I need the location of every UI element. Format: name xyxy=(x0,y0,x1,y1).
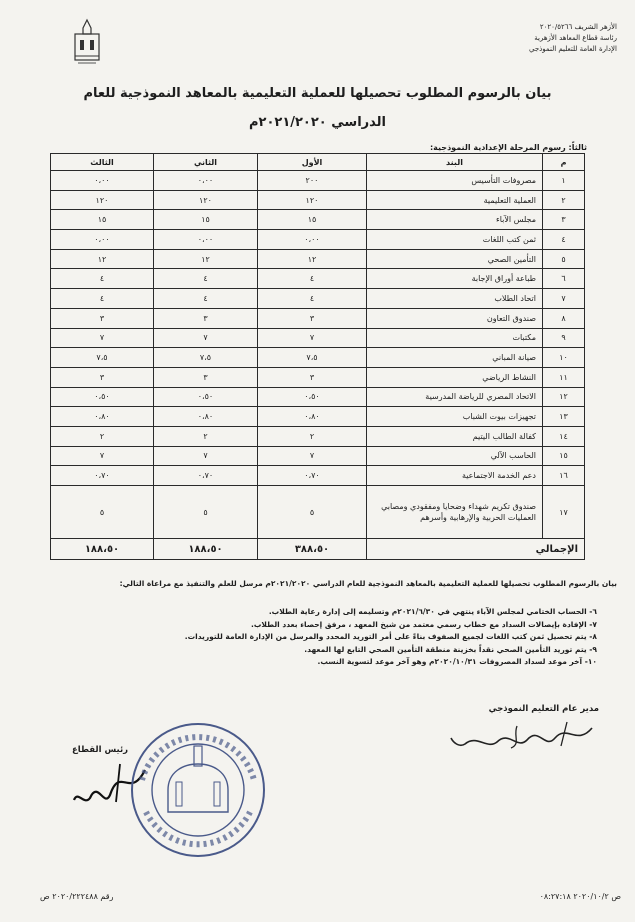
item-cell: العملية التعليمية xyxy=(367,190,543,210)
index-cell: ١٢ xyxy=(543,387,585,407)
section-label: ثالثاً: رسوم المرحلة الإعدادية النموذجية: xyxy=(429,143,587,152)
letterhead-line1: الأزهر الشريف ٢٠٢٠/٥٢٦٦ xyxy=(539,23,617,31)
fee-cell: ٥ xyxy=(154,486,258,539)
azhar-seal-stamp-icon xyxy=(128,720,268,860)
item-cell: الاتحاد المصري للرياضة المدرسية xyxy=(367,387,543,407)
total-cell: ١٨٨،٥٠ xyxy=(154,539,258,560)
table-row xyxy=(51,426,585,446)
fee-cell: ٠،٨٠ xyxy=(51,407,154,427)
fee-cell: ٠،٥٠ xyxy=(51,387,154,407)
notes-list xyxy=(37,606,597,669)
fee-cell: ١٥ xyxy=(51,210,154,230)
table-row xyxy=(51,210,585,230)
azhar-logo-icon xyxy=(72,18,102,66)
table-row xyxy=(51,328,585,348)
item-cell: صيانة المباني xyxy=(367,348,543,368)
fee-cell: ٥ xyxy=(51,486,154,539)
fee-cell: ٤ xyxy=(258,289,367,309)
header-cell: الثاني xyxy=(154,154,258,171)
table-row xyxy=(51,486,585,539)
document-title-year: الدراسي ٢٠٢١/٢٠٢٠م xyxy=(248,115,386,130)
fee-cell: ٠،٧٠ xyxy=(154,466,258,486)
index-cell: ١٦ xyxy=(543,466,585,486)
fee-cell: ١٢٠ xyxy=(154,190,258,210)
index-cell: ٥ xyxy=(543,249,585,269)
index-cell: ٩ xyxy=(543,328,585,348)
index-cell: ١١ xyxy=(543,367,585,387)
fee-cell: ٠،٥٠ xyxy=(154,387,258,407)
fee-cell: ١٢ xyxy=(154,249,258,269)
item-cell: تجهيزات بيوت الشباب xyxy=(367,407,543,427)
letterhead xyxy=(529,22,617,55)
fee-cell: ٣ xyxy=(258,308,367,328)
header-cell: الأول xyxy=(258,154,367,171)
item-cell: الحاسب الآلي xyxy=(367,446,543,466)
fee-cell: ٧،٥ xyxy=(154,348,258,368)
fee-cell: ٠،٧٠ xyxy=(51,466,154,486)
table-row xyxy=(51,289,585,309)
footer-date: ص ٢٠٢٠/١٠/٢ ٠٨:٢٧:١٨ xyxy=(539,892,621,901)
fee-cell: ٠،٠٠ xyxy=(51,171,154,191)
fee-cell: ١٢٠ xyxy=(258,190,367,210)
fee-cell: ٤ xyxy=(51,269,154,289)
table-row xyxy=(51,171,585,191)
item-cell: اتحاد الطلاب xyxy=(367,289,543,309)
item-cell: صندوق تكريم شهداء وضحايا ومفقودي ومصابي العمليات الحربية والإرهابية وأسرهم xyxy=(367,486,543,539)
index-cell: ١٣ xyxy=(543,407,585,427)
table-row xyxy=(51,308,585,328)
table-row xyxy=(51,249,585,269)
fee-cell: ٤ xyxy=(154,289,258,309)
fee-cell: ٧ xyxy=(154,446,258,466)
document-title: بيان بالرسوم المطلوب تحصيلها للعملية التعليمية بالمعاهد النموذجية للعام xyxy=(83,86,552,101)
item-cell: طباعة أوراق الإجابة xyxy=(367,269,543,289)
fee-cell: ١٢٠ xyxy=(51,190,154,210)
note-item: ٨- يتم تحصيل ثمن كتب اللغات لجميع الصفوف بناءً على أمر التوريد المحدد والمرسل من الإدارة العامة للتوريدات. xyxy=(184,632,597,642)
note-item: ١٠- آخر موعد لسداد المصروفات ٢٠٢٠/١٠/٣١م وهو آخر موعد لتسوية النسب. xyxy=(317,657,597,667)
fee-cell: ١٥ xyxy=(258,210,367,230)
table-row xyxy=(51,269,585,289)
item-cell: ثمن كتب اللغات xyxy=(367,230,543,250)
fee-cell: ٣ xyxy=(154,367,258,387)
index-cell: ١ xyxy=(543,171,585,191)
fee-cell: ٠،٥٠ xyxy=(258,387,367,407)
item-cell: النشاط الرياضي xyxy=(367,367,543,387)
note-item: ٦- الحساب الختامي لمجلس الآباء ينتهي في ٢٠٢١/٦/٣٠م وتسليمه إلى إدارة رعاية الطلاب. xyxy=(268,607,597,616)
index-cell: ١٥ xyxy=(543,446,585,466)
fee-cell: ٧،٥ xyxy=(51,348,154,368)
table-total-row xyxy=(51,539,585,560)
item-cell: دعم الخدمة الاجتماعية xyxy=(367,466,543,486)
table-row xyxy=(51,230,585,250)
header-cell: البند xyxy=(367,154,543,171)
total-cell: ٣٨٨،٥٠ xyxy=(258,539,367,560)
index-cell: ٨ xyxy=(543,308,585,328)
fee-cell: ٤ xyxy=(51,289,154,309)
letterhead-line2: رئاسة قطاع المعاهد الأزهرية xyxy=(534,34,617,42)
index-cell: ٦ xyxy=(543,269,585,289)
total-label: الإجمالي xyxy=(367,539,585,560)
fees-table xyxy=(50,153,585,560)
table-row xyxy=(51,407,585,427)
total-cell: ١٨٨،٥٠ xyxy=(51,539,154,560)
fee-cell: ٣ xyxy=(258,367,367,387)
fee-cell: ٧ xyxy=(51,446,154,466)
item-cell: كفالة الطالب اليتيم xyxy=(367,426,543,446)
general-manager-title: مدير عام التعليم النموذجي xyxy=(488,704,599,714)
fee-cell: ٧ xyxy=(154,328,258,348)
table-row xyxy=(51,367,585,387)
note-item: ٧- الإفادة بإيصالات السداد مع خطاب رسمي معتمد من شيخ المعهد ، مرفق إحصاء بعدد الطلاب. xyxy=(250,619,597,629)
header-cell: م xyxy=(543,154,585,171)
fee-cell: ٠،٠٠ xyxy=(154,171,258,191)
table-row xyxy=(51,190,585,210)
fee-cell: ٣ xyxy=(51,367,154,387)
fee-cell: ٤ xyxy=(154,269,258,289)
item-cell: التأمين الصحي xyxy=(367,249,543,269)
fee-cell: ٥ xyxy=(258,486,367,539)
note-item: ٩- يتم توريد التأمين الصحي نقداً بخزينة منطقة التأمين الصحي التابع لها المعهد. xyxy=(304,644,597,654)
fee-cell: ٠،٨٠ xyxy=(154,407,258,427)
item-cell: مكتبات xyxy=(367,328,543,348)
item-cell: صندوق التعاون xyxy=(367,308,543,328)
fee-cell: ٢٠٠ xyxy=(258,171,367,191)
fee-cell: ٧ xyxy=(258,446,367,466)
table-row xyxy=(51,387,585,407)
fee-cell: ٢ xyxy=(51,426,154,446)
fee-cell: ٢ xyxy=(154,426,258,446)
general-manager-signature xyxy=(447,716,597,756)
header-cell: الثالث xyxy=(51,154,154,171)
letterhead-line3: الإدارة العامة للتعليم النموذجي xyxy=(529,45,617,53)
fee-cell: ٧ xyxy=(51,328,154,348)
fee-cell: ٣ xyxy=(51,308,154,328)
fee-cell: ١٢ xyxy=(51,249,154,269)
fee-cell: ٠،٨٠ xyxy=(258,407,367,427)
table-row xyxy=(51,466,585,486)
table-row xyxy=(51,446,585,466)
fee-cell: ٢ xyxy=(258,426,367,446)
notes-intro: بيان بالرسوم المطلوب تحصيلها للعملية التعليمية بالمعاهد النموذجية للعام الدراسي ٢٠٢١/٢٠٢٠م مرسل للعلم والتنفيذ مع مراعاة التالي: xyxy=(119,579,617,588)
index-cell: ٤ xyxy=(543,230,585,250)
sector-head-title: رئيس القطاع xyxy=(72,745,129,755)
fee-cell: ٧،٥ xyxy=(258,348,367,368)
table-header-row xyxy=(51,154,585,171)
table-row xyxy=(51,348,585,368)
item-cell: مصروفات التأسيس xyxy=(367,171,543,191)
fee-cell: ٤ xyxy=(258,269,367,289)
fee-cell: ١٥ xyxy=(154,210,258,230)
index-cell: ٣ xyxy=(543,210,585,230)
fee-cell: ٠،٠٠ xyxy=(154,230,258,250)
fee-cell: ٠،٠٠ xyxy=(258,230,367,250)
fee-cell: ٧ xyxy=(258,328,367,348)
fee-cell: ٠،٠٠ xyxy=(51,230,154,250)
index-cell: ١٠ xyxy=(543,348,585,368)
index-cell: ١٤ xyxy=(543,426,585,446)
footer-number: رقم ٢٠٢٠/٢٢٢٤٨٨ ص xyxy=(40,892,114,901)
fee-cell: ٣ xyxy=(154,308,258,328)
fee-cell: ٠،٧٠ xyxy=(258,466,367,486)
item-cell: مجلس الآباء xyxy=(367,210,543,230)
index-cell: ١٧ xyxy=(543,486,585,539)
index-cell: ٧ xyxy=(543,289,585,309)
fee-cell: ١٢ xyxy=(258,249,367,269)
index-cell: ٢ xyxy=(543,190,585,210)
